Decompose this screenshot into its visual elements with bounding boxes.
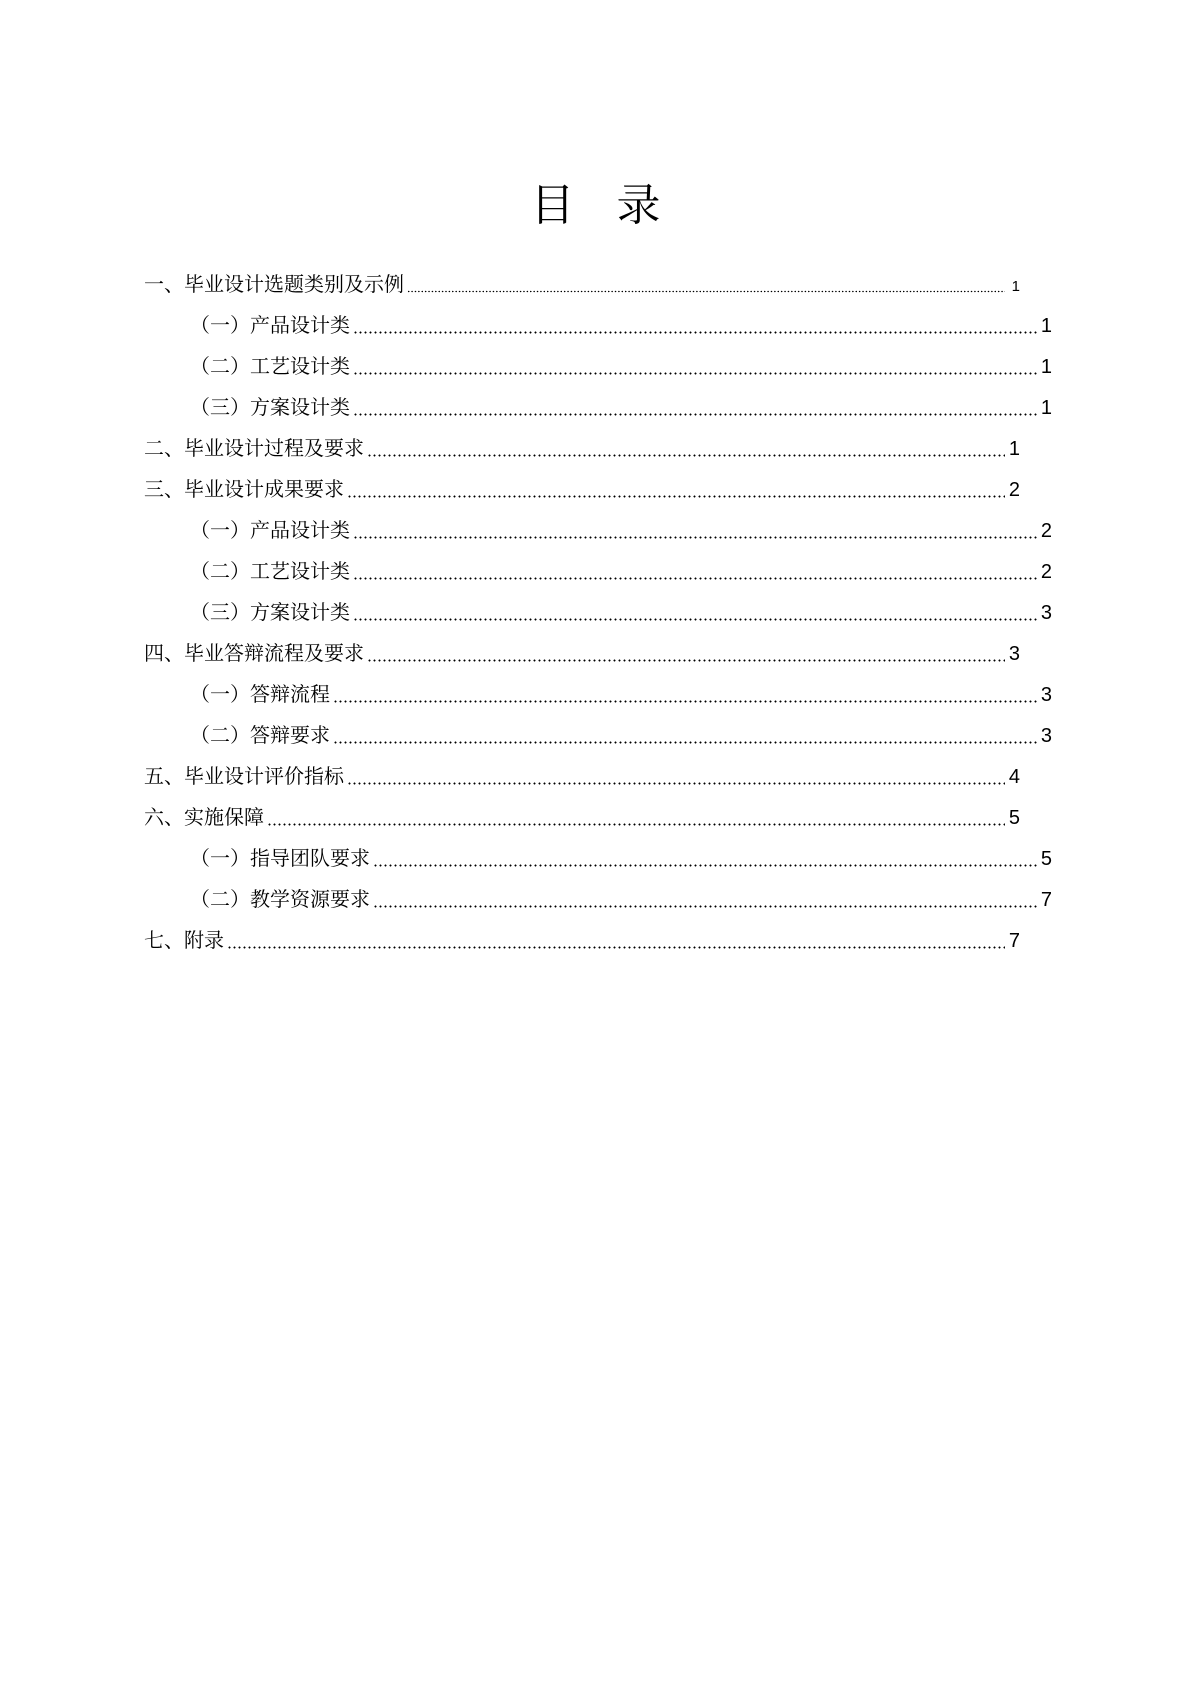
toc-page-number: 3	[1040, 602, 1052, 624]
toc-entry-label: 三、毕业设计成果要求	[144, 477, 344, 501]
toc-entry-label: 四、毕业答辩流程及要求	[144, 641, 364, 665]
toc-entry-label: 五、毕业设计评价指标	[144, 764, 344, 788]
toc-page-number: 2	[1008, 479, 1020, 501]
toc-entry-label: （一）产品设计类	[190, 518, 350, 542]
toc-page-number: 1	[1011, 278, 1020, 295]
toc-entry[interactable]	[190, 305, 1052, 345]
toc-entry[interactable]	[190, 879, 1052, 919]
toc-leader-dots	[407, 290, 1005, 293]
toc-entry[interactable]	[190, 346, 1052, 386]
toc-entry[interactable]	[144, 469, 1020, 509]
toc-leader-dots	[267, 823, 1005, 826]
toc-leader-dots	[353, 413, 1037, 416]
toc-entry-label: 七、附录	[144, 928, 224, 952]
toc-leader-dots	[373, 905, 1037, 908]
toc-entry-label: （三）方案设计类	[190, 600, 350, 624]
toc-leader-dots	[353, 577, 1037, 580]
toc-entry[interactable]	[144, 797, 1020, 837]
toc-page-number: 4	[1008, 766, 1020, 788]
toc-page-number: 2	[1040, 561, 1052, 583]
toc-page-number: 3	[1008, 643, 1020, 665]
toc-entry[interactable]	[190, 551, 1052, 591]
toc-page-number: 7	[1008, 930, 1020, 952]
toc-entry-label: （二）工艺设计类	[190, 354, 350, 378]
toc-page-number: 1	[1040, 397, 1052, 419]
toc-page-number: 7	[1040, 889, 1052, 911]
toc-leader-dots	[347, 495, 1005, 498]
toc-entry-label: （一）指导团队要求	[190, 846, 370, 870]
toc-leader-dots	[353, 372, 1037, 375]
toc-entry-label: （二）教学资源要求	[190, 887, 370, 911]
toc-page-number: 1	[1008, 438, 1020, 460]
toc-entry-label: （一）答辩流程	[190, 682, 330, 706]
toc-entry[interactable]	[144, 756, 1020, 796]
toc-page-number: 1	[1040, 315, 1052, 337]
toc-entry[interactable]	[190, 715, 1052, 755]
toc-page-number: 3	[1040, 684, 1052, 706]
toc-entry[interactable]	[144, 264, 1020, 304]
toc-entry-label: （二）工艺设计类	[190, 559, 350, 583]
toc-entry-label: 六、实施保障	[144, 805, 264, 829]
toc-page-number: 2	[1040, 520, 1052, 542]
toc-entry[interactable]	[190, 592, 1052, 632]
toc-entry-label: （一）产品设计类	[190, 313, 350, 337]
toc-leader-dots	[333, 741, 1037, 744]
toc-entry-label: 二、毕业设计过程及要求	[144, 436, 364, 460]
toc-page-number: 5	[1008, 807, 1020, 829]
toc-leader-dots	[333, 700, 1037, 703]
toc-page-number: 3	[1040, 725, 1052, 747]
toc-entry[interactable]	[190, 387, 1052, 427]
toc-leader-dots	[373, 864, 1037, 867]
toc-leader-dots	[227, 946, 1005, 949]
toc-entry[interactable]	[144, 633, 1020, 673]
toc-leader-dots	[353, 618, 1037, 621]
toc-entry[interactable]	[144, 920, 1020, 960]
toc-page-number: 1	[1040, 356, 1052, 378]
toc-leader-dots	[353, 331, 1037, 334]
page-title: 目 录	[530, 180, 675, 231]
toc-entry[interactable]	[190, 510, 1052, 550]
toc-leader-dots	[367, 659, 1005, 662]
toc-entry-label: 一、毕业设计选题类别及示例	[144, 272, 404, 296]
toc-entry[interactable]	[190, 838, 1052, 878]
toc-leader-dots	[347, 782, 1005, 785]
toc-entry-label: （三）方案设计类	[190, 395, 350, 419]
toc-entry[interactable]	[190, 674, 1052, 714]
toc-entry[interactable]	[144, 428, 1020, 468]
toc-leader-dots	[367, 454, 1005, 457]
toc-page-number: 5	[1040, 848, 1052, 870]
toc-leader-dots	[353, 536, 1037, 539]
toc-entry-label: （二）答辩要求	[190, 723, 330, 747]
